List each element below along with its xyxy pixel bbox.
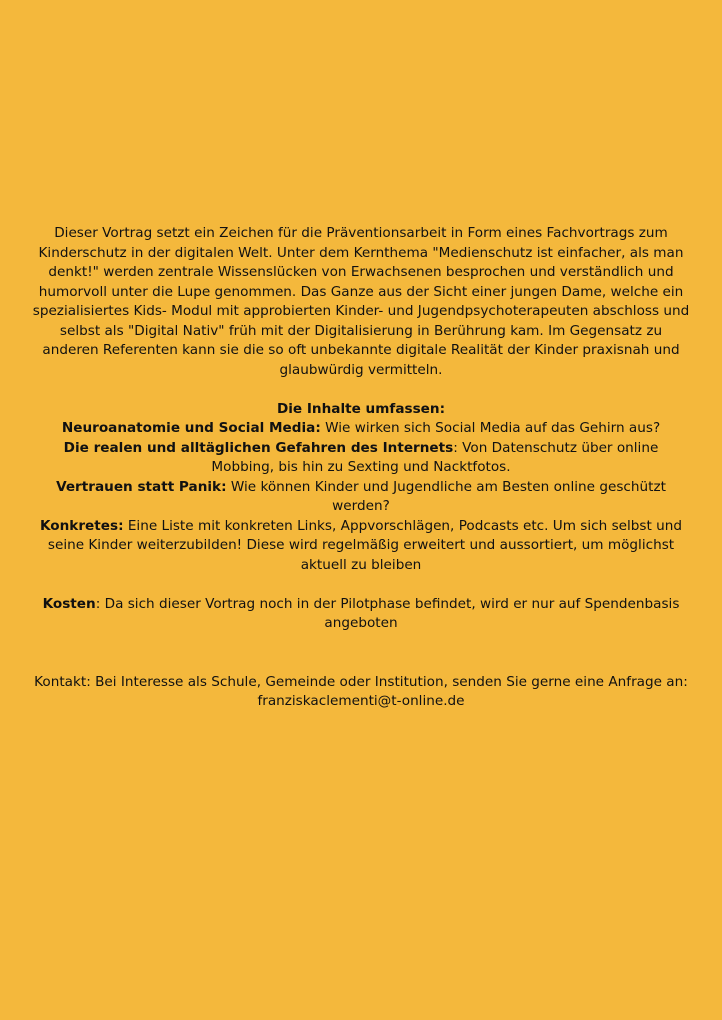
content-item-text: Wie können Kinder und Jugendliche am Besten online geschützt werden? (226, 478, 666, 514)
intro-paragraph: Dieser Vortrag setzt ein Zeichen für die Präventionsarbeit in Form eines Fachvortrags zum Kinderschutz in der digitalen Welt. Unter dem Kernthema "Medienschutz ist einfacher, als man denkt!" werden zentrale Wissenslücken von Erwachsenen besprochen und verständlich und humorvoll unter die Lupe genommen. Das Ganze aus der Sicht einer jungen Dame, welche ein spezialisiertes Kids- Modul mit approbierten Kinder- und Jugendpsychoterapeuten abschloss und selbst als "Digital Nativ" früh mit der Digitalisierung in Berührung kam. Im Gegensatz zu anderen Referenten kann sie die so oft unbekannte digitale Realität der Kinder praxisnah und glaubwürdig vermitteln. (32, 225, 690, 378)
contact-text: Kontakt: Bei Interesse als Schule, Gemeinde oder Institution, senden Sie gerne eine Anfrage an: (34, 673, 688, 690)
content-item-title: Die realen und alltäglichen Gefahren des Internets (63, 439, 454, 456)
content-block (32, 224, 690, 712)
content-item-title: Neuroanatomie und Social Media: (61, 420, 321, 436)
content-item-trust (32, 478, 690, 517)
content-item-text: Eine Liste mit konkreten Links, Appvorschlägen, Podcasts etc. Um sich selbst und seine Kinder weiterzubilden! Diese wird regelmäßig erweitert und aussortiert, um möglichst aktuell zu bleiben (47, 517, 683, 573)
content-item-neuroanatomy (32, 419, 690, 439)
spacer (32, 380, 690, 400)
content-item-concrete (32, 517, 690, 576)
content-item-dangers (32, 439, 690, 478)
costs-title: Kosten (42, 595, 96, 612)
spacer (32, 634, 690, 673)
content-item-text: : Von Datenschutz über online Mobbing, bis hin zu Sexting und Nacktfotos. (211, 439, 659, 475)
content-item-title: Konkretes: (39, 517, 124, 534)
content-item-text: Wie wirken sich Social Media auf das Gehirn aus? (320, 420, 661, 436)
contact-email[interactable]: franziskaclementi@t-online.de (257, 693, 465, 709)
costs-text: : Da sich dieser Vortrag noch in der Pilotphase befindet, wird er nur auf Spendenbasis angeboten (95, 595, 680, 631)
content-item-title: Vertrauen statt Panik: (56, 478, 227, 495)
contents-heading: Die Inhalte umfassen: (276, 400, 446, 417)
costs-paragraph (32, 595, 690, 634)
spacer (32, 575, 690, 595)
